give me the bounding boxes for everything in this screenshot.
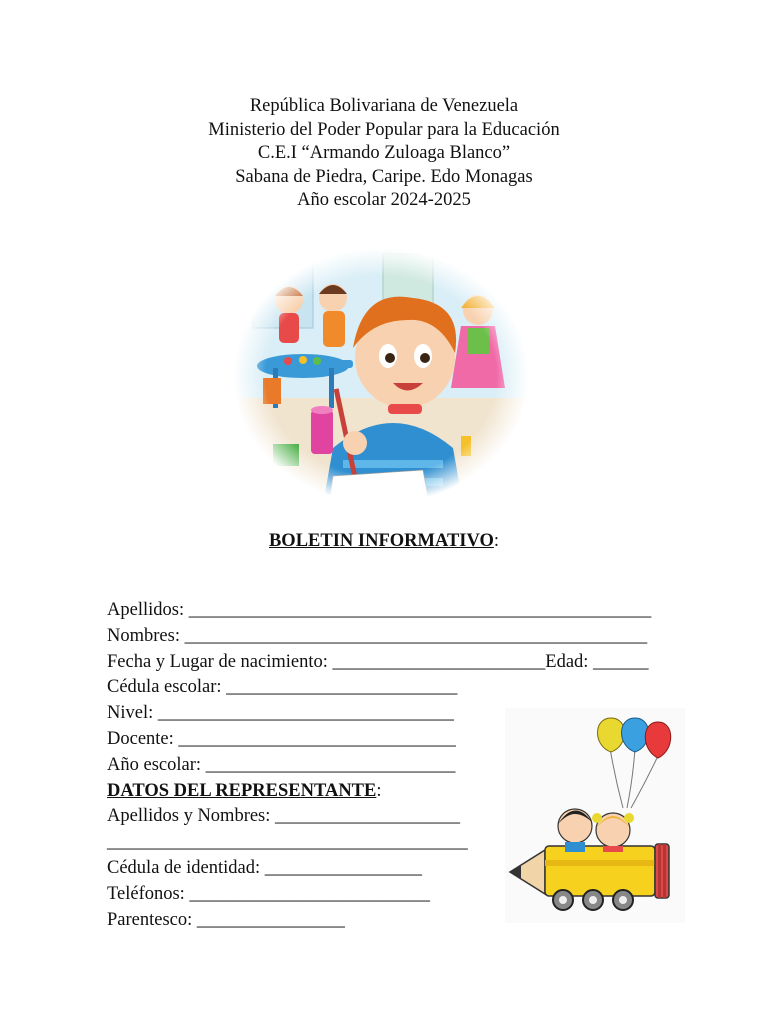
header-ministry: Ministerio del Poder Popular para la Educación bbox=[208, 119, 560, 140]
representative-title-colon: : bbox=[376, 780, 382, 801]
field-apellidos[interactable]: Apellidos: __________________________________________________ bbox=[107, 600, 652, 620]
header-location: Sabana de Piedra, Caripe. Edo Monagas bbox=[235, 166, 533, 187]
school-header bbox=[0, 95, 768, 213]
field-cedula-escolar[interactable]: Cédula escolar: _________________________ bbox=[107, 677, 458, 698]
bulletin-title-colon: : bbox=[493, 531, 500, 551]
header-school: C.E.I “Armando Zuloaga Blanco” bbox=[257, 143, 511, 163]
representative-title-text: DATOS DEL REPRESENTANTE bbox=[107, 780, 377, 801]
field-anio-escolar[interactable]: Año escolar: ___________________________ bbox=[107, 754, 456, 775]
field-fecha-lugar-edad[interactable]: Fecha y Lugar de nacimiento: _______________________Edad: ______ bbox=[107, 651, 649, 672]
field-rep-parentesco[interactable]: Parentesco: ________________ bbox=[107, 909, 345, 930]
field-rep-apellidos-nombres[interactable]: Apellidos y Nombres: ____________________ bbox=[107, 806, 461, 827]
children-classroom-illustration bbox=[233, 248, 529, 504]
field-rep-nombres-continuation[interactable]: _______________________________________ bbox=[107, 832, 468, 853]
bulletin-title bbox=[0, 531, 768, 552]
bulletin-title-text: BOLETIN INFORMATIVO bbox=[268, 531, 494, 551]
field-rep-telefonos[interactable]: Teléfonos: __________________________ bbox=[107, 883, 430, 904]
field-docente[interactable]: Docente: ______________________________ bbox=[107, 728, 456, 749]
field-nombres[interactable]: Nombres: __________________________________________________ bbox=[107, 625, 648, 646]
pencil-car-balloons-illustration bbox=[505, 708, 685, 923]
field-rep-cedula[interactable]: Cédula de identidad: _________________ bbox=[107, 857, 422, 878]
header-country: República Bolivariana de Venezuela bbox=[249, 96, 519, 116]
field-nivel[interactable]: Nivel: ________________________________ bbox=[107, 703, 454, 724]
header-school-year: Año escolar 2024-2025 bbox=[297, 190, 471, 210]
